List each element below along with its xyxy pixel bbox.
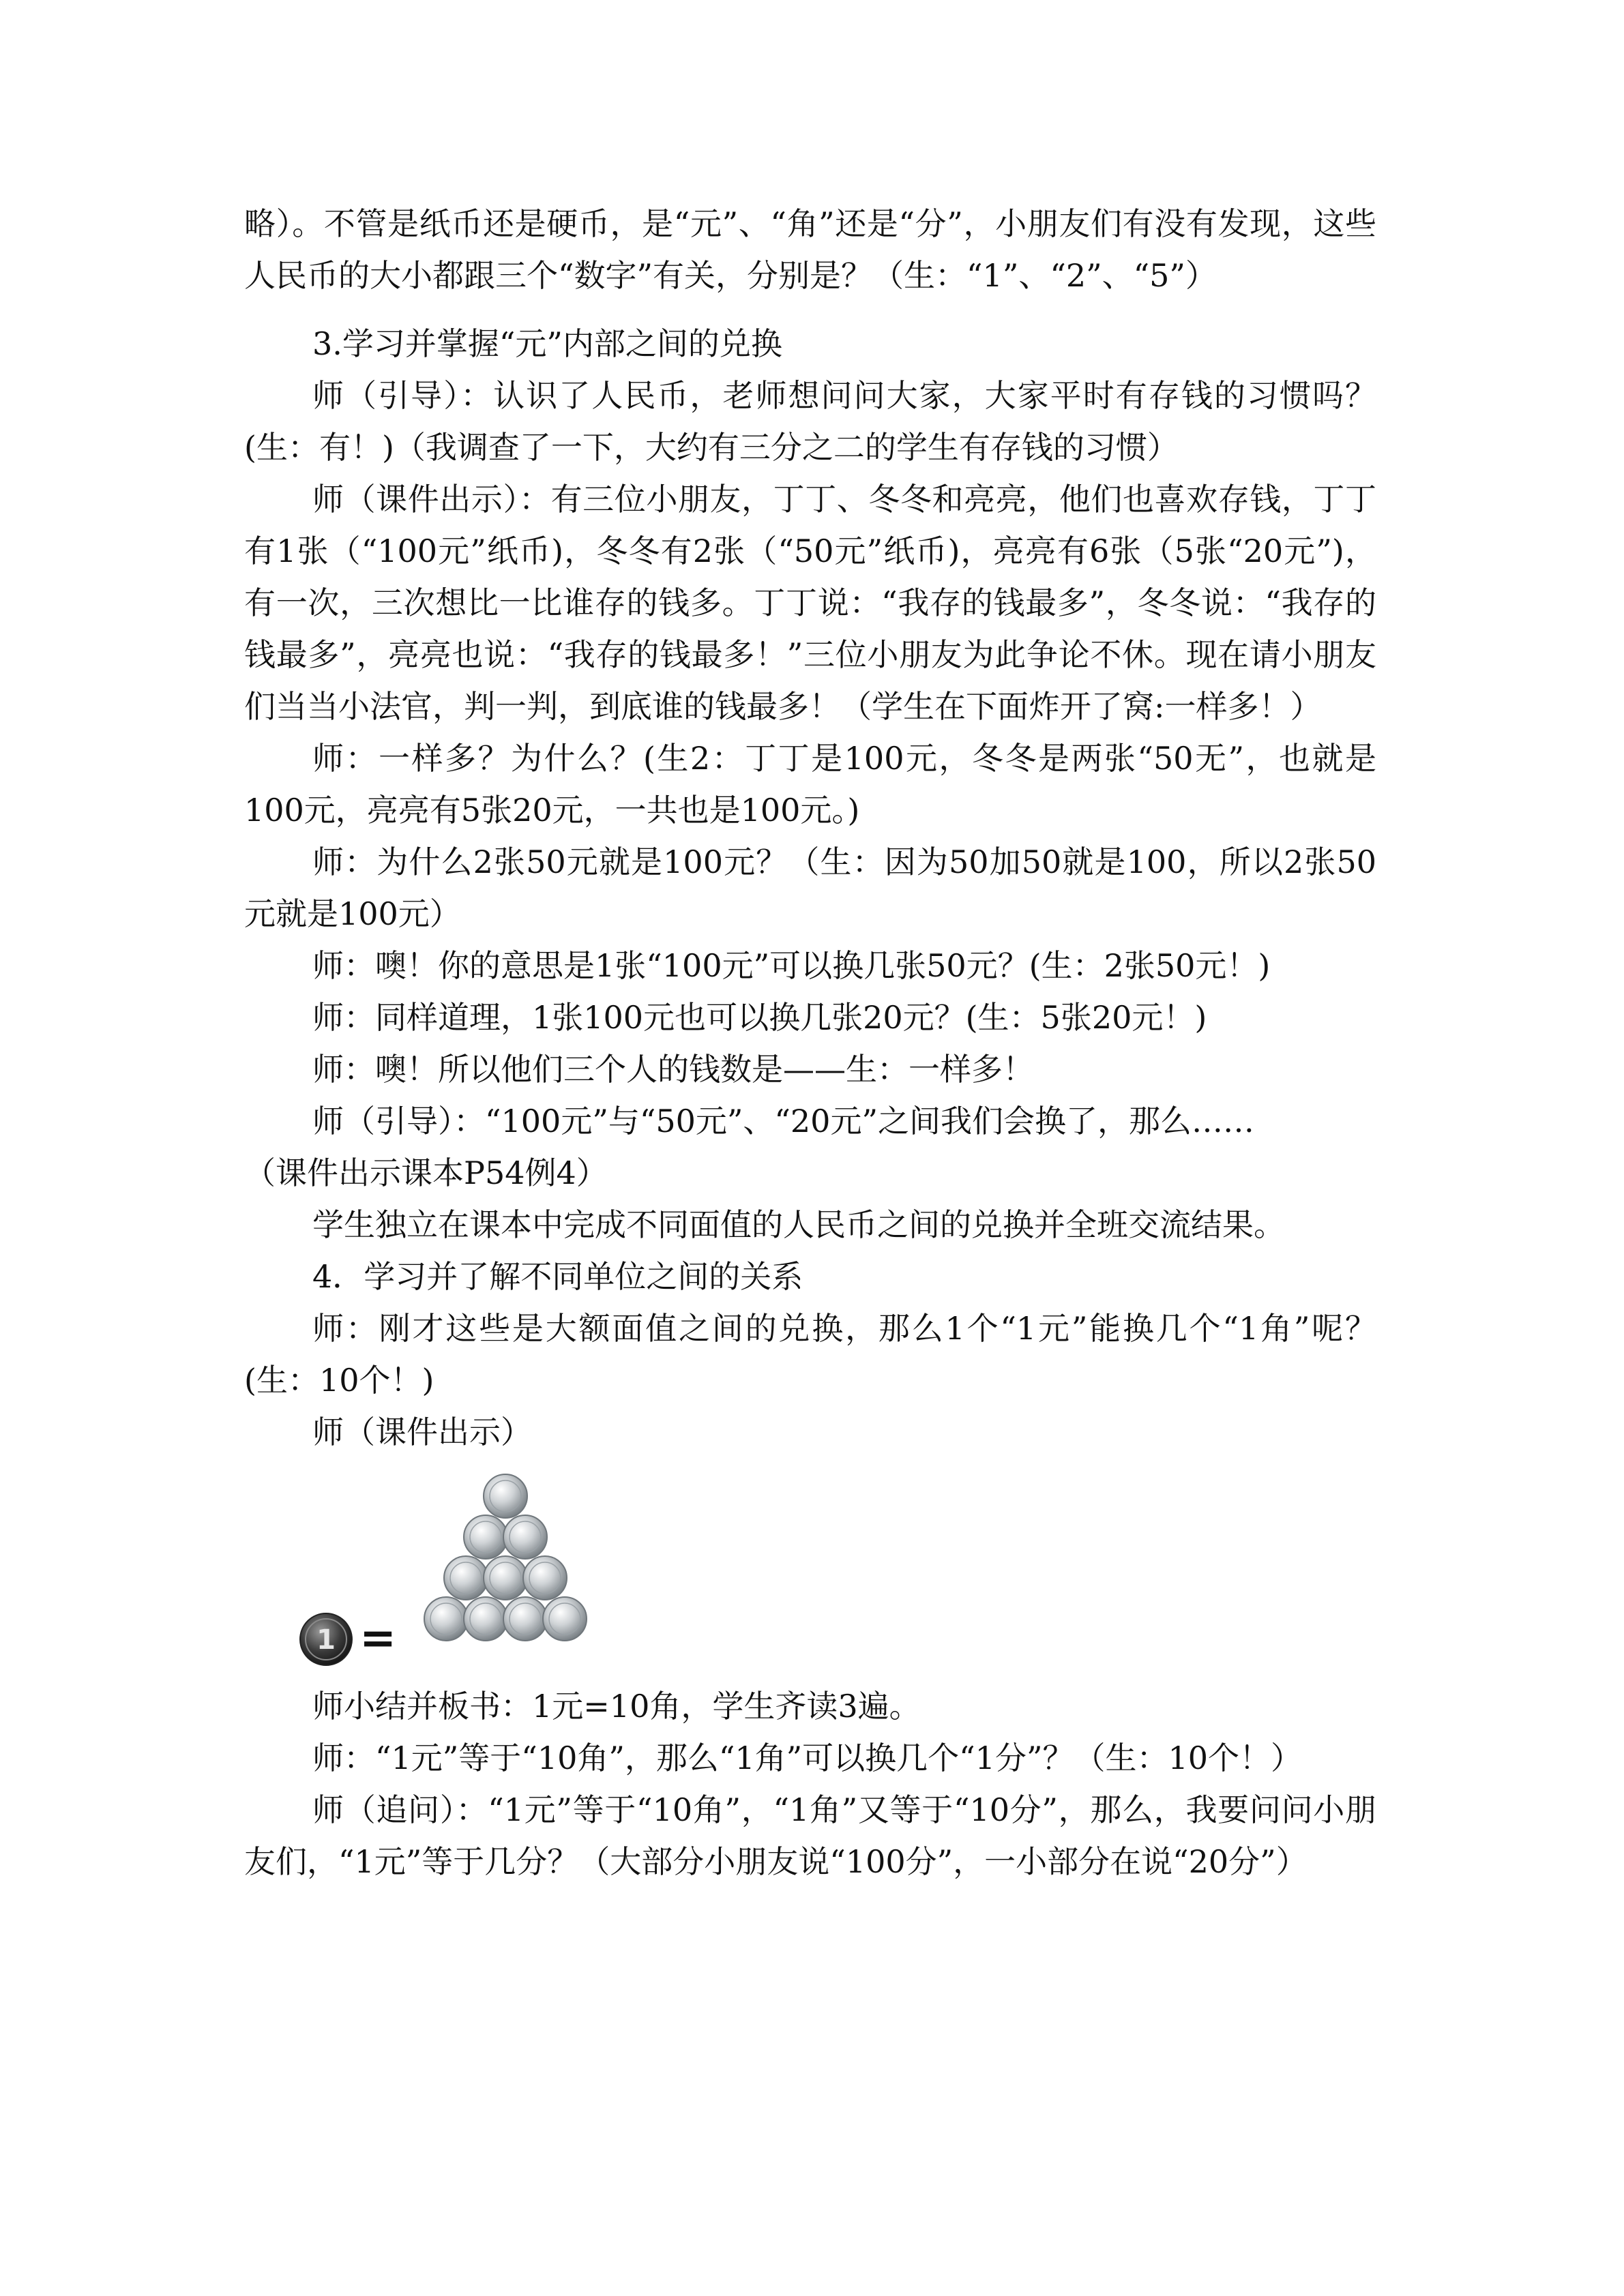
one-yuan-coin-icon xyxy=(300,1613,352,1665)
document-body xyxy=(244,198,1376,1888)
paragraph: 师：噢！所以他们三个人的钱数是——生：一样多！ xyxy=(312,1051,1034,1088)
paragraph: 师：刚才这些是大额面值之间的兑换，那么1个“1元”能换几个“1角”呢？(生：10个！) xyxy=(244,1310,1376,1399)
paragraph: 师（课件出示）：有三位小朋友，丁丁、冬冬和亮亮，他们也喜欢存钱，丁丁有1张（“100元”纸币)，冬冬有2张（“50元”纸币)，亮亮有6张（5张“20元”)，有一次，三次想比一比谁存的钱多。丁丁说：“我存的钱最多”，冬冬说：“我存的钱最多”，亮亮也说：“我存的钱最多！”三位小朋友为此争论不休。现在请小朋友们当当小法官，判一判，到底谁的钱最多！（学生在下面炸开了窝:一样多！） xyxy=(244,481,1376,725)
section-heading: 3.学习并掌握“元”内部之间的兑换 xyxy=(312,325,782,362)
coin-equation-svg xyxy=(299,1462,790,1673)
paragraph: 师：“1元”等于“10角”，那么“1角”可以换几个“1分”？（生：10个！） xyxy=(312,1740,1302,1776)
paragraph: 师：一样多？为什么？(生2：丁丁是100元，冬冬是两张“50无”，也就是100元，亮亮有5张20元，一共也是100元。) xyxy=(244,740,1376,829)
paragraph: 师（课件出示） xyxy=(312,1414,532,1450)
paragraph: 师（引导）：“100元”与“50元”、“20元”之间我们会换了，那么…… xyxy=(312,1103,1254,1139)
paragraph: 师（追问）：“1元”等于“10角”，“1角”又等于“10分”，那么，我要问问小朋友们，“1元”等于几分？（大部分小朋友说“100分”，一小部分在说“20分”） xyxy=(244,1791,1376,1880)
equals-sign: = xyxy=(359,1613,396,1664)
paragraph: 学生独立在课本中完成不同面值的人民币之间的兑换并全班交流结果。 xyxy=(312,1206,1285,1243)
paragraph: 师：同样道理，1张100元也可以换几张20元？(生：5张20元！) xyxy=(312,999,1207,1036)
section-heading: 4．学习并了解不同单位之间的关系 xyxy=(312,1258,803,1295)
dime-pyramid xyxy=(424,1474,587,1641)
paragraph: （课件出示课本P54例4） xyxy=(244,1154,608,1191)
paragraph: 师：噢！你的意思是1张“100元”可以换几张50元？(生：2张50元！) xyxy=(312,947,1271,984)
coin-equation-figure xyxy=(244,1462,1376,1673)
paragraph: 师：为什么2张50元就是100元？（生：因为50加50就是100，所以2张50元就是100元） xyxy=(244,844,1376,932)
paragraph: 师小结并板书：1元=10角，学生齐读3遍。 xyxy=(312,1688,921,1725)
paragraph: 师（引导）：认识了人民币，老师想问问大家，大家平时有存钱的习惯吗？(生：有！)（我调查了一下，大约有三分之二的学生有存钱的习惯） xyxy=(244,377,1376,466)
paragraph: 略）。不管是纸币还是硬币，是“元”、“角”还是“分”，小朋友们有没有发现，这些人民币的大小都跟三个“数字”有关，分别是？（生：“1”、“2”、“5”） xyxy=(244,205,1376,294)
coin-numeral: 1 xyxy=(316,1624,336,1656)
